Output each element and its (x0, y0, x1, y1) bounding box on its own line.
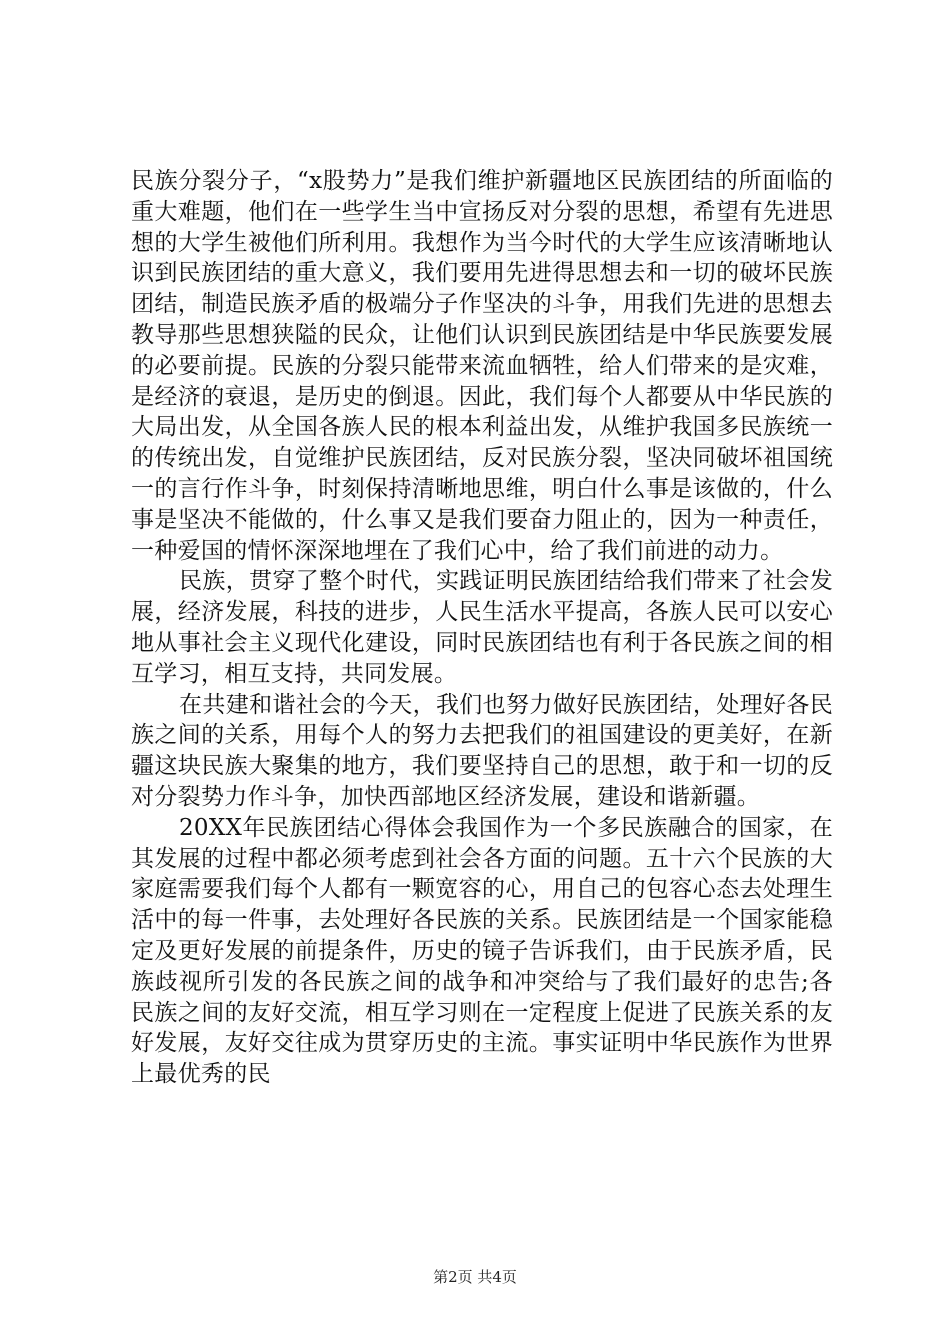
paragraph-3: 在共建和谐社会的今天，我们也努力做好民族团结，处理好各民族之间的关系，用每个人的努力去把我们的祖国建设的更美好，在新疆这块民族大聚集的地方，我们要坚持自己的思想，敢于和一切的反对分裂势力作斗争，加快西部地区经济发展，建设和谐新疆。 (131, 691, 833, 810)
paragraph-1: 民族分裂分子，“x股势力”是我们维护新疆地区民族团结的所面临的重大难题，他们在一些学生当中宣扬反对分裂的思想，希望有先进思想的大学生被他们所利用。我想作为当今时代的大学生应该清晰地认识到民族团结的重大意义，我们要用先进得思想去和一切的破坏民族团结，制造民族矛盾的极端分子作坚决的斗争，用我们先进的思想去教导那些思想狭隘的民众，让他们认识到民族团结是中华民族要发展的必要前提。民族的分裂只能带来流血牺牲，给人们带来的是灾难，是经济的衰退，是历史的倒退。因此，我们每个人都要从中华民族的大局出发，从全国各族人民的根本利益出发，从维护我国多民族统一的传统出发，自觉维护民族团结，反对民族分裂，坚决同破坏祖国统一的言行作斗争，时刻保持清晰地思维，明白什么事是该做的，什么事是坚决不能做的，什么事又是我们要奋力阻止的，因为一种责任，一种爱国的情怀深深地埋在了我们心中，给了我们前进的动力。 (131, 168, 833, 564)
paragraph-2: 民族，贯穿了整个时代，实践证明民族团结给我们带来了社会发展，经济发展，科技的进步，人民生活水平提高，各族人民可以安心地从事社会主义现代化建设，同时民族团结也有利于各民族之间的相互学习，相互支持，共同发展。 (131, 568, 833, 687)
page-number-footer: 第2页 共4页 (433, 1268, 517, 1286)
paragraph-4: 20XX年民族团结心得体会我国作为一个多民族融合的国家，在其发展的过程中都必须考虑到社会各方面的问题。五十六个民族的大家庭需要我们每个人都有一颗宽容的心，用自己的包容心态去处理生活中的每一件事，去处理好各民族的关系。民族团结是一个国家能稳定及更好发展的前提条件，历史的镜子告诉我们，由于民族矛盾，民族歧视所引发的各民族之间的战争和冲突给与了我们最好的忠告;各民族之间的友好交流，相互学习则在一定程度上促进了民族关系的友好发展，友好交往成为贯穿历史的主流。事实证明中华民族作为世界上最优秀的民 (131, 814, 833, 1088)
body-text (131, 166, 833, 1090)
